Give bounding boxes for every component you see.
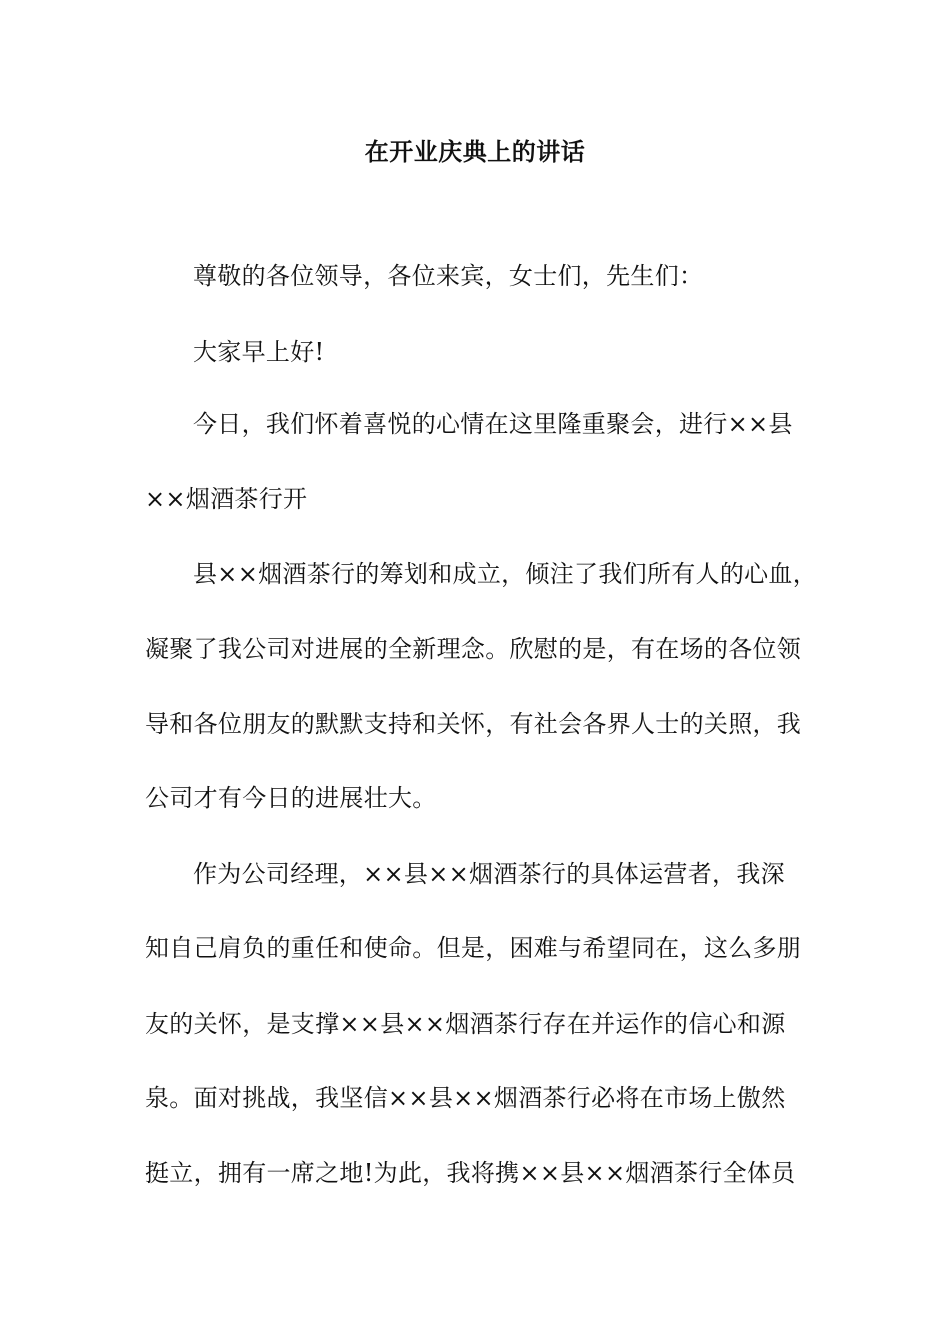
document-title: 在开业庆典上的讲话 xyxy=(364,138,586,166)
paragraph-line: 凝聚了我公司对进展的全新理念。欣慰的是，有在场的各位领 xyxy=(145,635,802,663)
paragraph-line: 县××烟酒茶行的筹划和成立，倾注了我们所有人的心血， xyxy=(193,560,818,588)
paragraph-line: 泉。面对挑战，我坚信××县××烟酒茶行必将在市场上傲然 xyxy=(145,1084,786,1112)
paragraph-line: 挺立，拥有一席之地!为此，我将携××县××烟酒茶行全体员 xyxy=(145,1159,796,1187)
salutation-line: 尊敬的各位领导，各位来宾，女士们，先生们： xyxy=(193,262,704,290)
paragraph-line: ××烟酒茶行开 xyxy=(145,485,308,513)
paragraph-line: 知自己肩负的重任和使命。但是，困难与希望同在，这么多朋 xyxy=(145,934,802,962)
greeting-line: 大家早上好! xyxy=(193,338,325,366)
paragraph-line: 友的关怀，是支撑××县××烟酒茶行存在并运作的信心和源 xyxy=(145,1010,786,1038)
paragraph-line: 作为公司经理，××县××烟酒茶行的具体运营者，我深 xyxy=(193,860,785,888)
paragraph-line: 今日，我们怀着喜悦的心情在这里隆重聚会，进行××县 xyxy=(193,410,793,438)
paragraph-line: 导和各位朋友的默默支持和关怀，有社会各界人士的关照，我 xyxy=(145,710,802,738)
paragraph-line: 公司才有今日的进展壮大。 xyxy=(145,784,437,812)
